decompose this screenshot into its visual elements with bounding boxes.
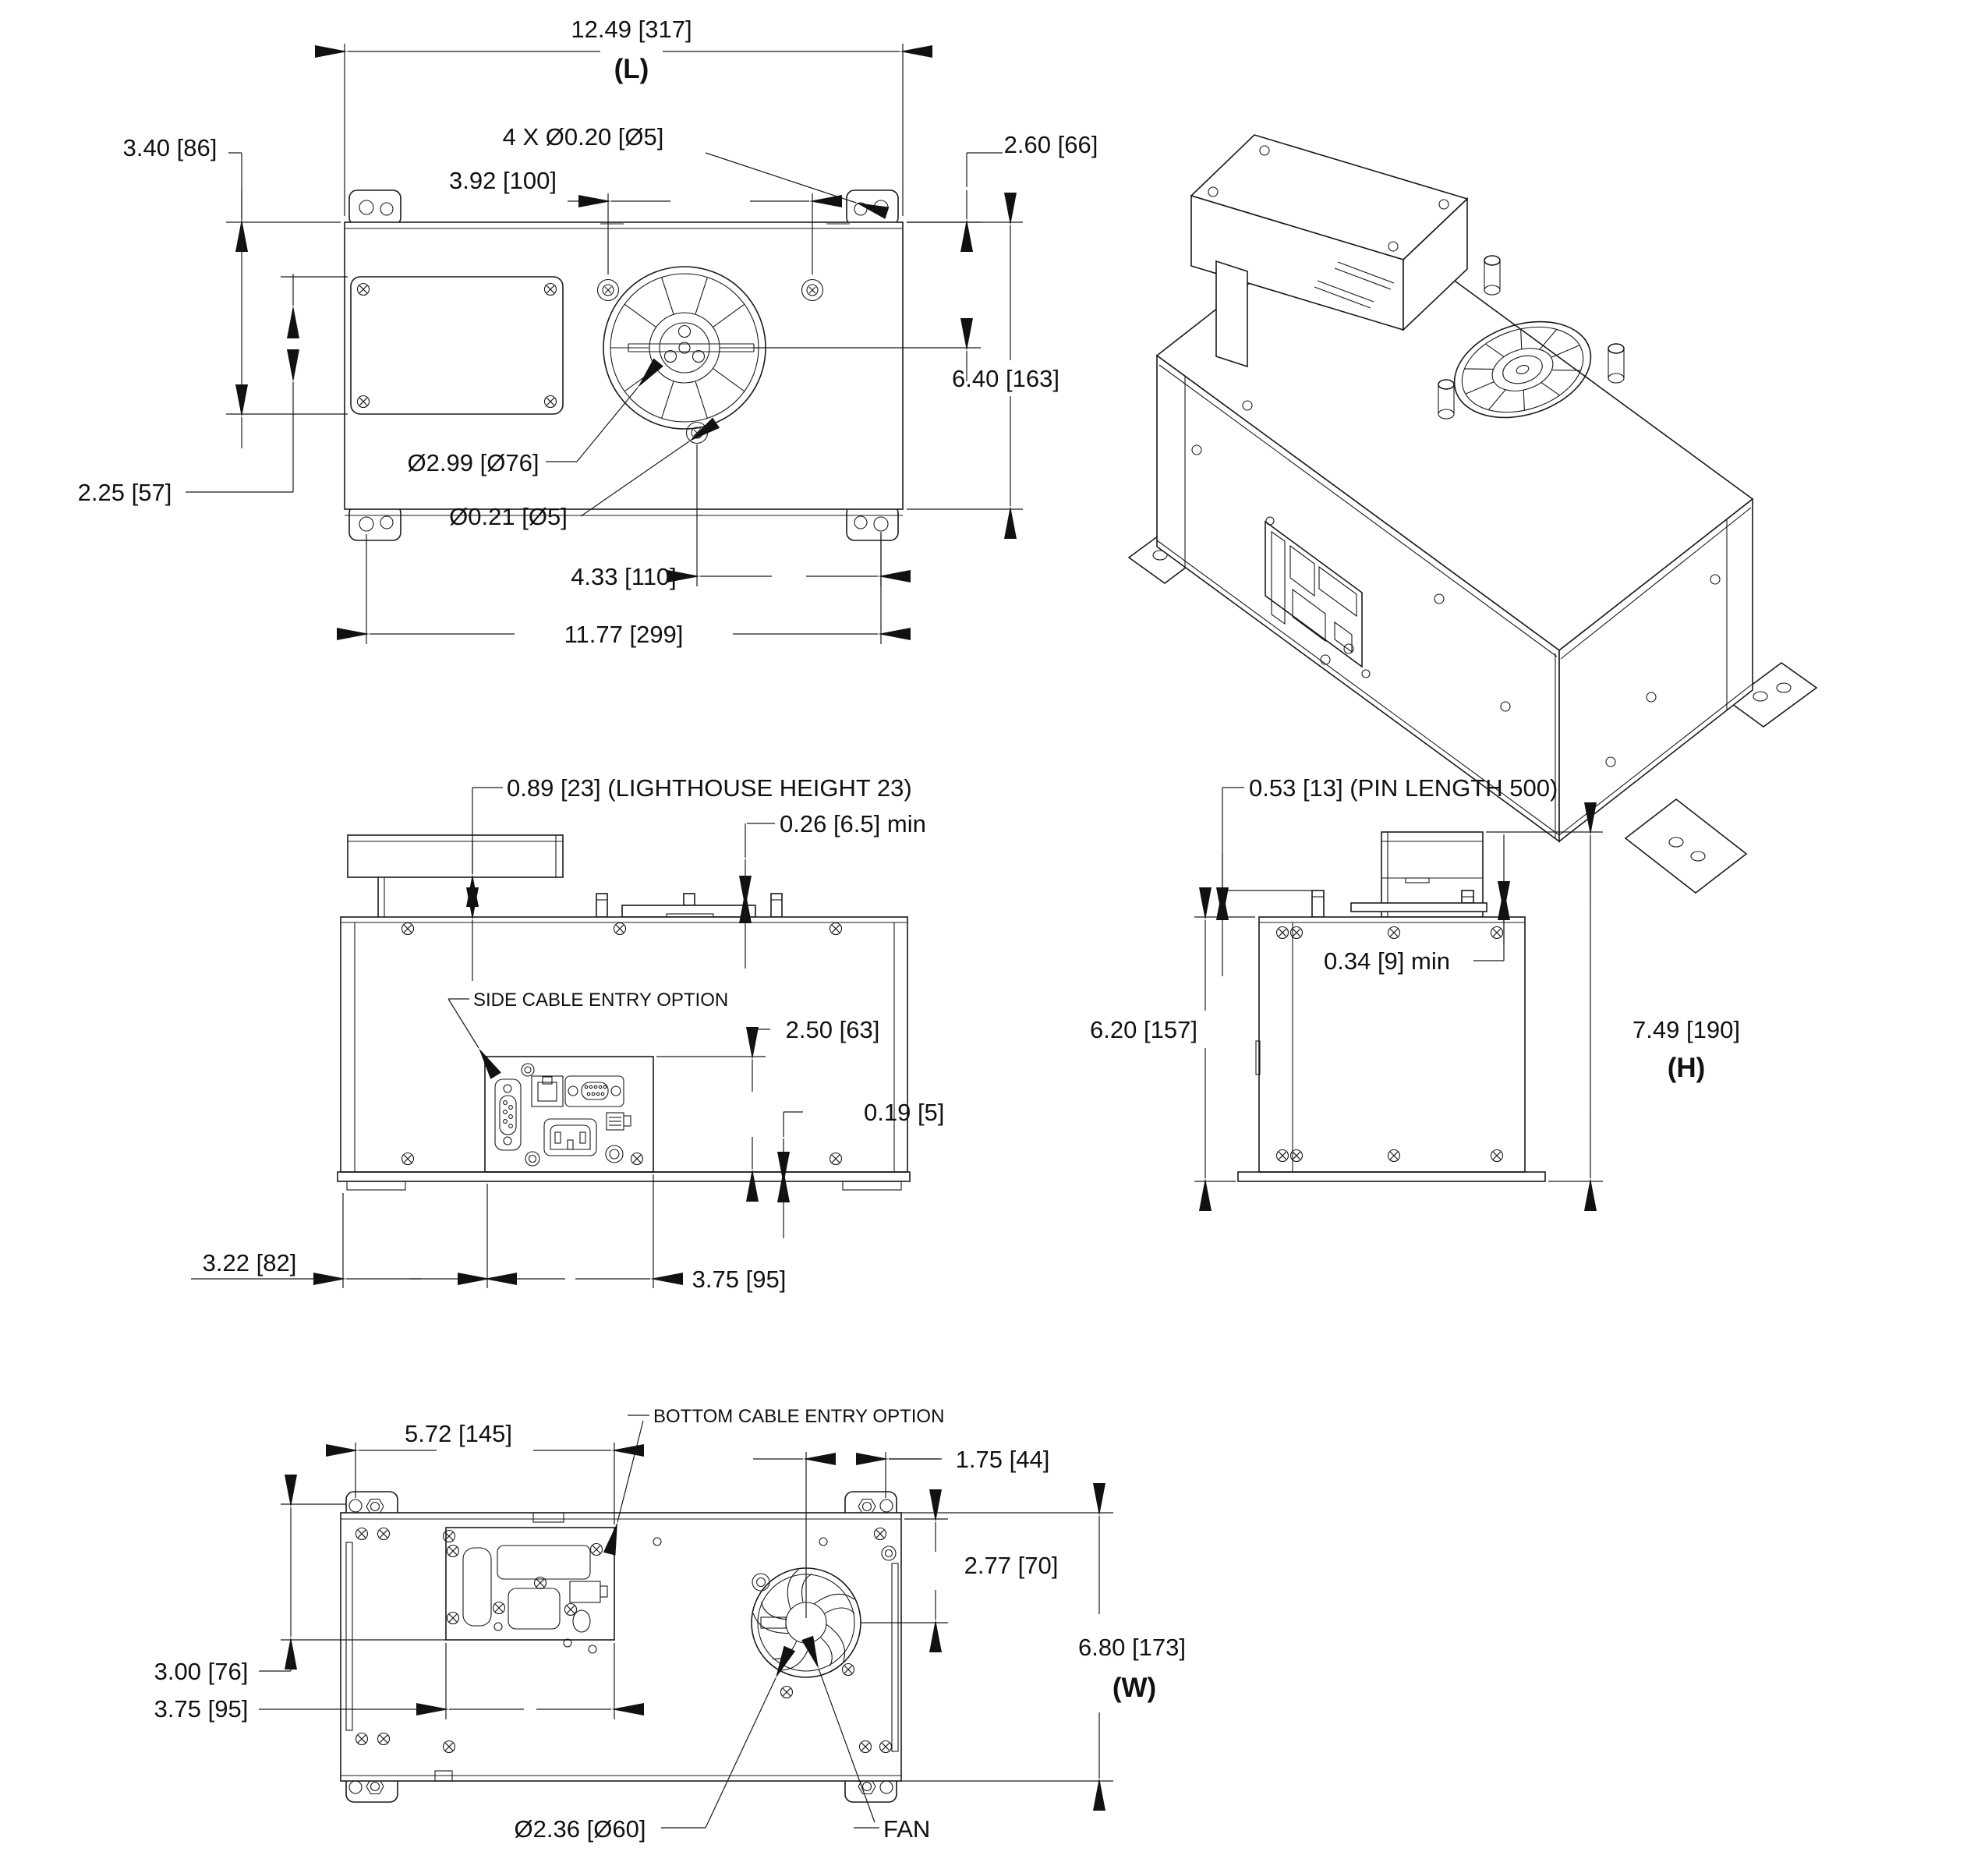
dim-top-hub-diameter: Ø2.99 [Ø76]	[407, 449, 539, 476]
dim-top-center-offset: 2.60 [66]	[1003, 131, 1098, 158]
dim-top-length-symbol: (L)	[614, 54, 649, 84]
dim-front-base: 0.19 [5]	[864, 1099, 945, 1126]
dim-bottom-fan-offset-x: 1.75 [44]	[955, 1446, 1050, 1473]
note-front-cable: SIDE CABLE ENTRY OPTION	[473, 990, 729, 1011]
dim-bottom-recess-width: 3.75 [95]	[154, 1695, 249, 1723]
dim-side-total-height: 7.49 [190]	[1632, 1016, 1740, 1043]
dim-top-pin-hole: Ø0.21 [Ø5]	[449, 503, 568, 530]
dim-top-hole-pitch: 3.92 [100]	[449, 167, 557, 194]
note-top-holes: 4 X Ø0.20 [Ø5]	[502, 123, 664, 150]
dim-front-panel-offset: 3.22 [82]	[202, 1249, 297, 1276]
dim-bottom-fan-offset-y: 2.77 [70]	[964, 1552, 1059, 1579]
dim-bottom-rail-pitch: 5.72 [145]	[405, 1420, 512, 1447]
pins-front	[596, 894, 782, 918]
front-view	[191, 774, 944, 1293]
label-fan: FAN	[883, 1815, 931, 1843]
top-view	[78, 16, 1098, 648]
dim-top-hole-offset: 4.33 [110]	[571, 563, 677, 590]
dim-front-pin-clearance: 0.26 [6.5] min	[780, 810, 926, 837]
bottom-view	[154, 1406, 1186, 1843]
dim-bottom-width-symbol: (W)	[1112, 1673, 1157, 1703]
dim-top-width: 6.40 [163]	[952, 365, 1059, 392]
dim-top-panel: 2.25 [57]	[77, 479, 172, 506]
note-bottom-cable: BOTTOM CABLE ENTRY OPTION	[653, 1406, 945, 1427]
dim-bottom-recess-offset: 3.00 [76]	[154, 1658, 249, 1685]
dim-bottom-width: 6.80 [173]	[1078, 1634, 1186, 1661]
dim-front-lighthouse-height: 0.89 [23] (LIGHTHOUSE HEIGHT 23)	[507, 774, 912, 802]
dim-side-height-symbol: (H)	[1667, 1053, 1706, 1083]
dim-front-panel-height: 2.50 [63]	[785, 1016, 880, 1043]
side-view	[1090, 774, 1740, 1181]
dim-side-body-height: 6.20 [157]	[1090, 1016, 1197, 1043]
dim-side-pin-clearance: 0.34 [9] min	[1324, 947, 1450, 975]
dim-top-mount-height: 3.40 [86]	[122, 134, 218, 161]
dim-top-length: 12.49 [317]	[571, 16, 692, 43]
dim-bottom-fan-diameter: Ø2.36 [Ø60]	[514, 1815, 646, 1843]
dim-front-panel-width: 3.75 [95]	[692, 1266, 787, 1293]
dim-top-mount-pitch: 11.77 [299]	[564, 621, 684, 648]
dim-side-pin-length: 0.53 [13] (PIN LENGTH 500)	[1249, 774, 1558, 802]
